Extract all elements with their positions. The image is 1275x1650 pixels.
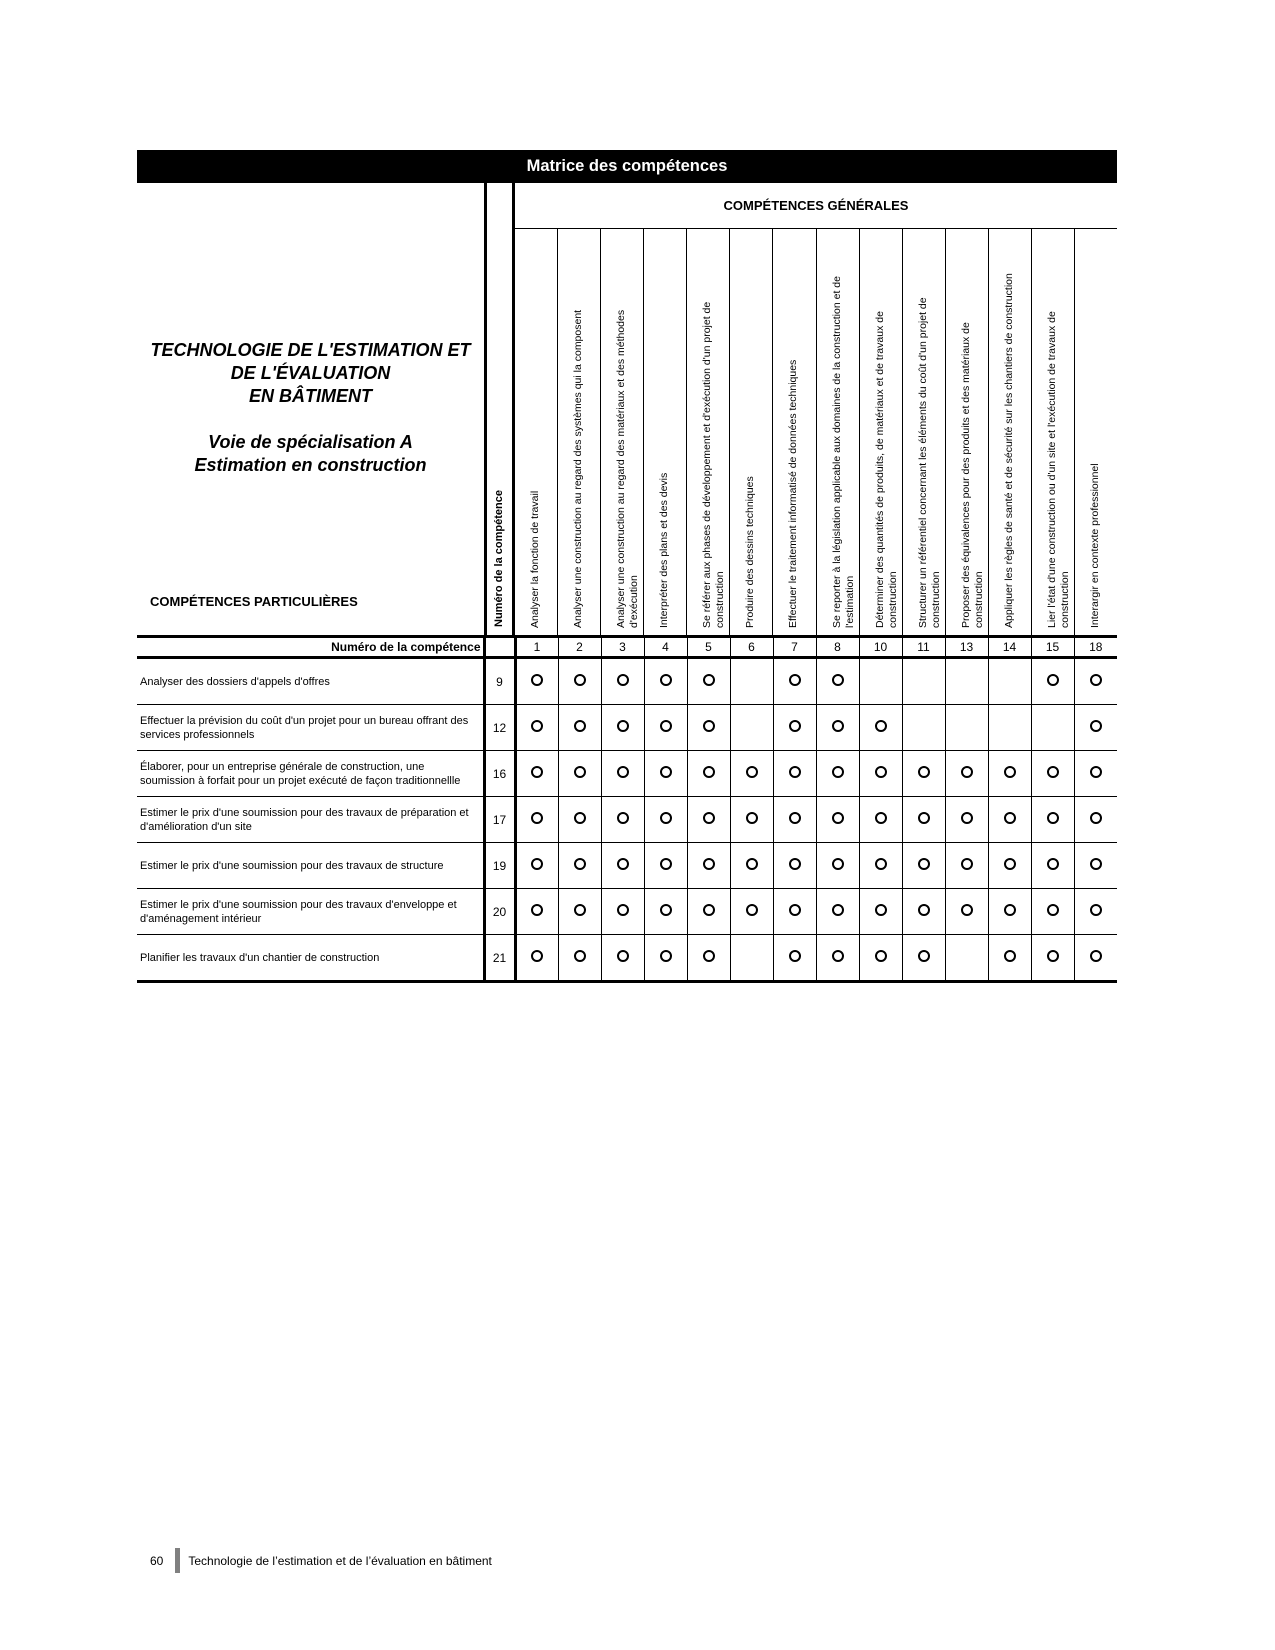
program-title-line: DE L'ÉVALUATION [230, 363, 391, 383]
matrix-cell [730, 889, 773, 935]
matrix-cell [988, 751, 1031, 797]
matrix-cell [558, 935, 601, 982]
circle-mark-icon [789, 720, 801, 732]
circle-mark-icon [531, 858, 543, 870]
matrix-cell [902, 658, 945, 705]
matrix-cell [1074, 843, 1117, 889]
circle-mark-icon [1090, 720, 1102, 732]
circle-mark-icon [703, 904, 715, 916]
circle-mark-icon [617, 720, 629, 732]
matrix-cell [816, 797, 859, 843]
matrix-cell [773, 797, 816, 843]
table-row [137, 705, 1117, 751]
circle-mark-icon [531, 904, 543, 916]
matrix-cell [902, 935, 945, 982]
circle-mark-icon [832, 904, 844, 916]
circle-mark-icon [617, 950, 629, 962]
general-competency-label: Appliquer les règles de santé et de sécurité sur les chantiers de construction [1002, 273, 1015, 628]
specialization-line: Estimation en construction [194, 455, 427, 475]
circle-mark-icon [918, 766, 930, 778]
circle-mark-icon [703, 674, 715, 686]
matrix-cell [945, 705, 988, 751]
matrix-cell [859, 889, 902, 935]
matrix-cell [558, 751, 601, 797]
table-row [137, 843, 1117, 889]
general-competency-number: 7 [773, 637, 816, 658]
particular-competency-label: Effectuer la prévision du coût d'un projet pour un bureau offrant des services professionnels [137, 705, 484, 751]
general-competency-label: Effectuer le traitement informatisé de données techniques [787, 359, 800, 628]
general-competency-number: 5 [687, 637, 730, 658]
circle-mark-icon [703, 812, 715, 824]
circle-mark-icon [574, 950, 586, 962]
matrix-cell [1074, 889, 1117, 935]
circle-mark-icon [660, 766, 672, 778]
matrix-cell [773, 658, 816, 705]
particular-competency-label: Planifier les travaux d'un chantier de construction [137, 935, 484, 982]
particular-competency-label: Estimer le prix d'une soumission pour des travaux de structure [137, 843, 484, 889]
matrix-cell [1031, 843, 1074, 889]
matrix-cell [902, 889, 945, 935]
table-row [137, 658, 1117, 705]
table-row [137, 935, 1117, 982]
circle-mark-icon [746, 766, 758, 778]
general-competency-number: 15 [1031, 637, 1074, 658]
circle-mark-icon [1090, 766, 1102, 778]
circle-mark-icon [660, 812, 672, 824]
circle-mark-icon [789, 766, 801, 778]
matrix-cell [773, 935, 816, 982]
matrix-cell [644, 705, 687, 751]
circle-mark-icon [1047, 766, 1059, 778]
matrix-cell [1074, 797, 1117, 843]
circle-mark-icon [746, 812, 758, 824]
matrix-cell [644, 797, 687, 843]
circle-mark-icon [1090, 674, 1102, 686]
general-competency-label: Interpréter des plans et des devis [658, 472, 671, 628]
matrix-table [137, 635, 1117, 983]
matrix-cell [988, 843, 1031, 889]
general-competency-label: Produire des dessins techniques [744, 476, 757, 628]
general-competency-label: Analyser la fonction de travail [529, 490, 541, 628]
circle-mark-icon [918, 904, 930, 916]
page-footer [150, 1548, 492, 1573]
matrix-cell [730, 935, 773, 982]
program-title-line: EN BÂTIMENT [249, 386, 372, 406]
matrix-cell [1031, 705, 1074, 751]
matrix-cell [644, 843, 687, 889]
general-competency-header [515, 229, 557, 635]
footer-text: Technologie de l’estimation et de l’évaluation en bâtiment [188, 1553, 492, 1568]
general-competency-label: Analyser une construction au regard des matériaux et des méthodes d'exécution [615, 309, 641, 628]
circle-mark-icon [789, 904, 801, 916]
general-competency-number: 13 [945, 637, 988, 658]
circle-mark-icon [660, 674, 672, 686]
matrix-top [137, 183, 1117, 635]
circle-mark-icon [1047, 812, 1059, 824]
general-competency-label: Se reporter à la législation applicable aux domaines de la construction et de l'estimation [830, 276, 856, 628]
program-title-line: TECHNOLOGIE DE L'ESTIMATION ET [150, 340, 471, 360]
matrix-cell [816, 889, 859, 935]
circle-mark-icon [531, 812, 543, 824]
circle-mark-icon [660, 858, 672, 870]
matrix-cell [687, 935, 730, 982]
general-competency-header [988, 229, 1031, 635]
matrix-title: Matrice des compétences [137, 150, 1117, 183]
matrix-cell [1074, 935, 1117, 982]
general-competency-number: 6 [730, 637, 773, 658]
matrix-cell [816, 843, 859, 889]
matrix-cell [558, 843, 601, 889]
matrix-cell [859, 797, 902, 843]
matrix-cell [816, 751, 859, 797]
general-competency-header [1074, 229, 1117, 635]
matrix-cell [730, 705, 773, 751]
matrix-cell [859, 658, 902, 705]
circle-mark-icon [1090, 904, 1102, 916]
matrix-cell [687, 889, 730, 935]
matrix-cell [558, 889, 601, 935]
circle-mark-icon [961, 858, 973, 870]
matrix-cell [902, 705, 945, 751]
circle-mark-icon [617, 812, 629, 824]
matrix-cell [644, 751, 687, 797]
circle-mark-icon [832, 674, 844, 686]
matrix-cell [687, 751, 730, 797]
matrix-cell [1031, 889, 1074, 935]
circle-mark-icon [746, 858, 758, 870]
circle-mark-icon [832, 766, 844, 778]
circle-mark-icon [1004, 858, 1016, 870]
general-competency-label: Proposer des équivalences pour des produits et des matériaux de construction [959, 322, 985, 628]
circle-mark-icon [617, 904, 629, 916]
particular-competency-number: 17 [484, 797, 515, 843]
matrix-cell [601, 751, 644, 797]
matrix-cell [558, 705, 601, 751]
general-competencies [515, 183, 1117, 635]
competency-matrix [137, 150, 1117, 983]
specialization-line: Voie de spécialisation A [208, 432, 413, 452]
matrix-cell [515, 889, 558, 935]
matrix-cell [773, 889, 816, 935]
matrix-cell [902, 751, 945, 797]
program-title [137, 339, 484, 477]
number-row-label: Numéro de la compétence [137, 637, 484, 658]
matrix-cell [1031, 797, 1074, 843]
general-competency-header [600, 229, 643, 635]
general-competency-label: Lier l'état d'une construction ou d'un site et l'exécution de travaux de construction [1045, 311, 1071, 628]
circle-mark-icon [617, 766, 629, 778]
particular-competencies-label: COMPÉTENCES PARTICULIÈRES [150, 594, 358, 609]
circle-mark-icon [574, 904, 586, 916]
general-competency-header [816, 229, 859, 635]
matrix-cell [601, 658, 644, 705]
circle-mark-icon [875, 904, 887, 916]
circle-mark-icon [789, 858, 801, 870]
general-competency-number: 2 [558, 637, 601, 658]
matrix-cell [988, 797, 1031, 843]
circle-mark-icon [703, 858, 715, 870]
general-competency-number: 10 [859, 637, 902, 658]
matrix-cell [687, 658, 730, 705]
matrix-cell [644, 658, 687, 705]
matrix-cell [859, 705, 902, 751]
circle-mark-icon [1004, 904, 1016, 916]
general-competency-header [772, 229, 815, 635]
matrix-cell [730, 658, 773, 705]
general-competency-label: Structurer un référentiel concernant les éléments du coût d'un projet de construction [916, 297, 942, 628]
specialization [137, 431, 484, 477]
matrix-cell [1031, 751, 1074, 797]
matrix-cell [945, 843, 988, 889]
general-competency-header [686, 229, 729, 635]
circle-mark-icon [789, 950, 801, 962]
particular-competency-number: 21 [484, 935, 515, 982]
circle-mark-icon [1004, 950, 1016, 962]
matrix-cell [816, 935, 859, 982]
matrix-cell [601, 797, 644, 843]
matrix-cell [515, 705, 558, 751]
circle-mark-icon [531, 720, 543, 732]
circle-mark-icon [1004, 812, 1016, 824]
particular-competency-number: 20 [484, 889, 515, 935]
circle-mark-icon [660, 950, 672, 962]
matrix-cell [1031, 658, 1074, 705]
circle-mark-icon [703, 766, 715, 778]
matrix-cell [601, 889, 644, 935]
matrix-cell [730, 843, 773, 889]
circle-mark-icon [961, 904, 973, 916]
circle-mark-icon [961, 812, 973, 824]
particular-competency-number: 9 [484, 658, 515, 705]
general-competency-number: 14 [988, 637, 1031, 658]
matrix-cell [515, 935, 558, 982]
matrix-cell [945, 935, 988, 982]
general-competency-header [902, 229, 945, 635]
circle-mark-icon [875, 950, 887, 962]
circle-mark-icon [1047, 674, 1059, 686]
circle-mark-icon [531, 674, 543, 686]
circle-mark-icon [574, 720, 586, 732]
circle-mark-icon [789, 674, 801, 686]
circle-mark-icon [1090, 858, 1102, 870]
circle-mark-icon [1090, 950, 1102, 962]
matrix-cell [988, 658, 1031, 705]
general-competency-header [729, 229, 772, 635]
circle-mark-icon [875, 766, 887, 778]
matrix-cell [687, 797, 730, 843]
matrix-cell [988, 705, 1031, 751]
general-competency-number: 3 [601, 637, 644, 658]
general-competency-number: 18 [1074, 637, 1117, 658]
particular-competency-label: Estimer le prix d'une soumission pour des travaux d'enveloppe et d'aménagement intérieur [137, 889, 484, 935]
circle-mark-icon [875, 858, 887, 870]
circle-mark-icon [617, 858, 629, 870]
general-competencies-label: COMPÉTENCES GÉNÉRALES [515, 183, 1117, 229]
circle-mark-icon [918, 858, 930, 870]
circle-mark-icon [574, 674, 586, 686]
matrix-cell [515, 843, 558, 889]
circle-mark-icon [660, 720, 672, 732]
program-title-cell [137, 183, 484, 635]
circle-mark-icon [1047, 950, 1059, 962]
matrix-cell [601, 843, 644, 889]
general-competency-label: Déterminer des quantités de produits, de matériaux et de travaux de construction [873, 311, 899, 628]
matrix-cell [859, 843, 902, 889]
matrix-cell [1074, 658, 1117, 705]
matrix-cell [859, 751, 902, 797]
circle-mark-icon [1047, 904, 1059, 916]
circle-mark-icon [875, 720, 887, 732]
circle-mark-icon [574, 858, 586, 870]
general-competency-header [945, 229, 988, 635]
particular-competency-label: Analyser des dossiers d'appels d'offres [137, 658, 484, 705]
matrix-cell [902, 843, 945, 889]
matrix-cell [816, 658, 859, 705]
circle-mark-icon [617, 674, 629, 686]
circle-mark-icon [875, 812, 887, 824]
circle-mark-icon [531, 766, 543, 778]
matrix-cell [773, 843, 816, 889]
circle-mark-icon [1047, 858, 1059, 870]
circle-mark-icon [531, 950, 543, 962]
general-competency-header [859, 229, 902, 635]
matrix-cell [945, 889, 988, 935]
matrix-cell [601, 705, 644, 751]
circle-mark-icon [832, 720, 844, 732]
matrix-cell [1074, 751, 1117, 797]
matrix-cell [945, 658, 988, 705]
matrix-cell [1031, 935, 1074, 982]
competency-number-header-text: Numéro de la compétence [493, 490, 505, 627]
circle-mark-icon [703, 950, 715, 962]
table-row [137, 889, 1117, 935]
page-number: 60 [150, 1553, 164, 1568]
general-competency-label: Analyser une construction au regard des systèmes qui la composent [572, 309, 585, 628]
matrix-cell [687, 705, 730, 751]
matrix-cell [773, 751, 816, 797]
matrix-cell [601, 935, 644, 982]
circle-mark-icon [832, 858, 844, 870]
table-row [137, 751, 1117, 797]
circle-mark-icon [703, 720, 715, 732]
matrix-cell [988, 889, 1031, 935]
matrix-cell [773, 705, 816, 751]
competency-number-row [137, 637, 1117, 658]
general-competency-label: Interargir en contexte professionnel [1089, 463, 1102, 628]
matrix-cell [1074, 705, 1117, 751]
matrix-cell [902, 797, 945, 843]
circle-mark-icon [832, 950, 844, 962]
matrix-cell [515, 751, 558, 797]
matrix-cell [945, 797, 988, 843]
number-row-spacer [484, 637, 515, 658]
circle-mark-icon [789, 812, 801, 824]
matrix-cell [988, 935, 1031, 982]
footer-divider [175, 1548, 180, 1573]
general-competency-header [557, 229, 600, 635]
general-competency-number: 11 [902, 637, 945, 658]
circle-mark-icon [832, 812, 844, 824]
matrix-cell [687, 843, 730, 889]
circle-mark-icon [1004, 766, 1016, 778]
particular-competency-number: 16 [484, 751, 515, 797]
matrix-cell [945, 751, 988, 797]
matrix-cell [730, 751, 773, 797]
general-competency-number: 4 [644, 637, 687, 658]
general-competency-headers [515, 229, 1117, 635]
particular-competency-number: 19 [484, 843, 515, 889]
circle-mark-icon [961, 766, 973, 778]
general-competency-label: Se référer aux phases de développement et d'exécution d'un projet de construction [701, 301, 727, 628]
competency-number-column-header [484, 183, 515, 635]
general-competency-number: 8 [816, 637, 859, 658]
matrix-cell [859, 935, 902, 982]
circle-mark-icon [1090, 812, 1102, 824]
matrix-cell [730, 797, 773, 843]
matrix-cell [816, 705, 859, 751]
general-competency-number: 1 [515, 637, 558, 658]
circle-mark-icon [574, 812, 586, 824]
matrix-cell [558, 658, 601, 705]
particular-competency-label: Élaborer, pour un entreprise générale de construction, une soumission à forfait pour un projet exécuté de façon traditionnellle [137, 751, 484, 797]
general-competency-header [1031, 229, 1074, 635]
circle-mark-icon [918, 812, 930, 824]
matrix-cell [644, 935, 687, 982]
table-row [137, 797, 1117, 843]
matrix-cell [558, 797, 601, 843]
matrix-cell [515, 797, 558, 843]
matrix-cell [644, 889, 687, 935]
circle-mark-icon [660, 904, 672, 916]
circle-mark-icon [574, 766, 586, 778]
circle-mark-icon [918, 950, 930, 962]
general-competency-header [643, 229, 686, 635]
circle-mark-icon [746, 904, 758, 916]
particular-competency-label: Estimer le prix d'une soumission pour des travaux de préparation et d'amélioration d'un site [137, 797, 484, 843]
matrix-cell [515, 658, 558, 705]
particular-competency-number: 12 [484, 705, 515, 751]
